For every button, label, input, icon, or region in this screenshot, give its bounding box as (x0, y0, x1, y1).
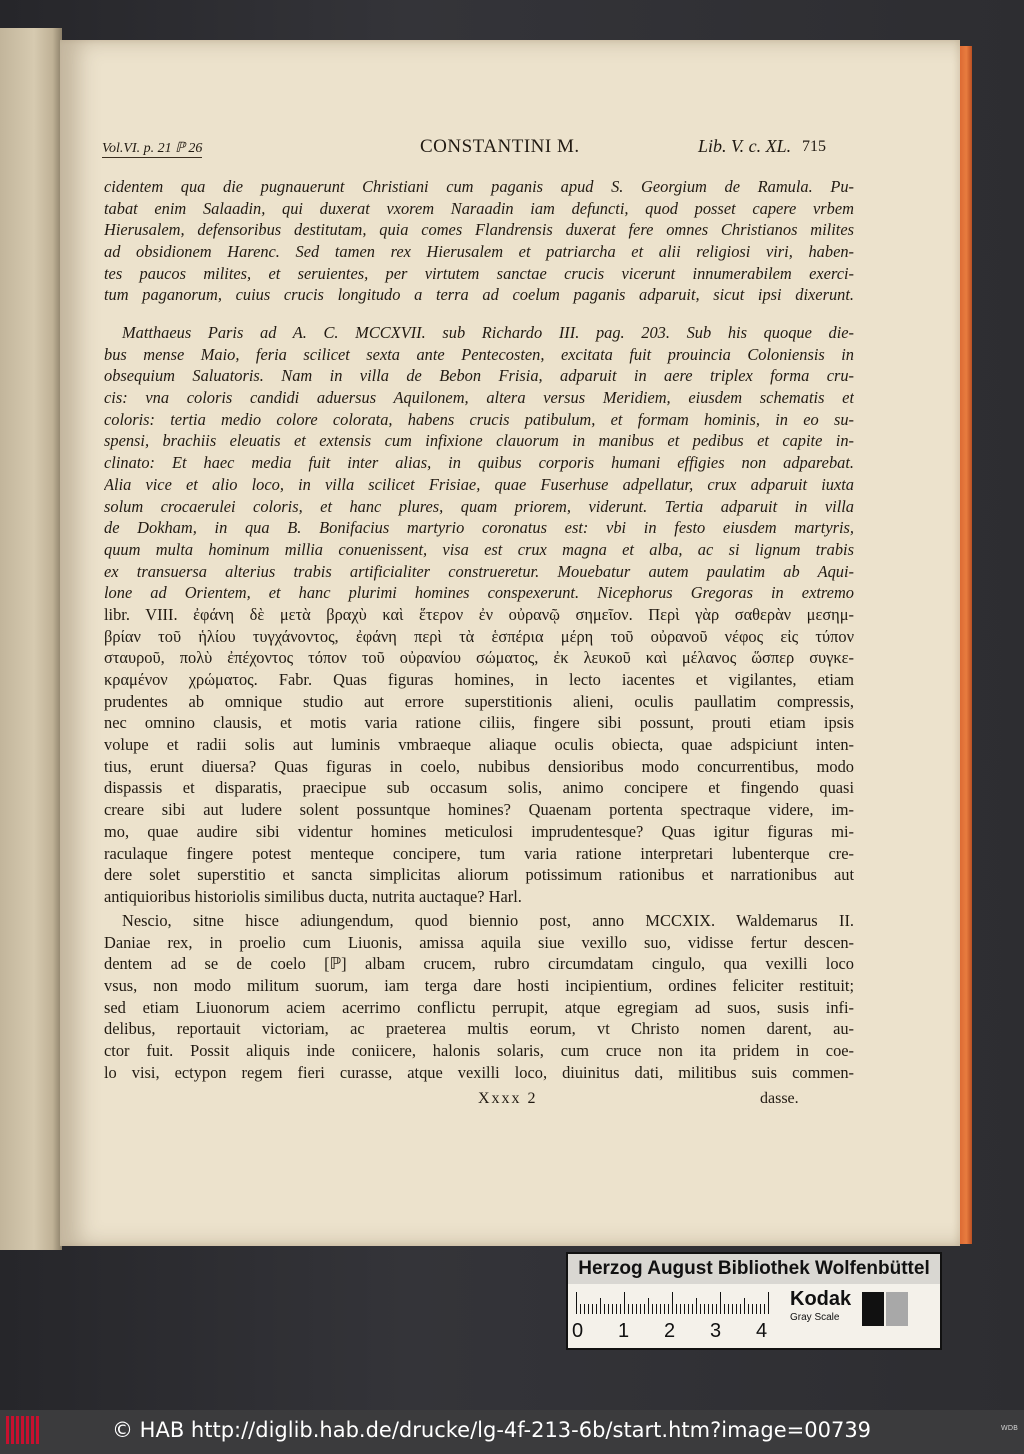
paragraph-2 (104, 322, 854, 908)
text-line: Hierusalem, defensoribus destitutam, quia comes Flandrensis duxerat fere omnes Christianos milites (104, 220, 854, 240)
ruler-tick (592, 1304, 593, 1314)
running-title: CONSTANTINI M. (420, 136, 580, 157)
ruler-tick (604, 1304, 605, 1314)
ruler-tick (636, 1304, 637, 1314)
text-line: dispassis et disparatis, praecipue sub occasum solis, animo concipere et fingendo quasi (104, 778, 854, 798)
page-number: 715 (802, 138, 826, 155)
text-line: solum crocaerulei coloris, et hanc plures, quam priorem, viderunt. Tertia adparuit in villa (104, 496, 854, 516)
color-target-card (566, 1252, 942, 1350)
running-header (102, 136, 872, 166)
text-line: quum multa hominum millia conuenissent, visa est crux magna et alba, ac si lignum trabis (104, 539, 854, 559)
text-line: delibus, reportauit victoriam, ac praeterea multis eorum, vt Christo nomen darent, au- (104, 1019, 854, 1039)
scale-number: 1 (618, 1320, 630, 1342)
text-line: tes paucos milites, et seruientes, per virtutem sanctae crucis vicerunt innumerabilem exerci- (104, 263, 854, 283)
text-line: dentem ad se de coelo [ℙ] albam crucem, rubro circumdatam cingulo, qua vexilli loco (104, 954, 854, 974)
text-line: raculaque fingere potest menteque concipere, tum varia ratione interpretari lubenterque cre- (104, 843, 854, 863)
text-line: Nescio, sitne hisce adiungendum, quod biennio post, anno MCCXIX. Waldemarus II. (122, 911, 854, 930)
handwritten-volume-note: Vol.VI. p. 21 ℙ 26 (102, 141, 203, 156)
ruler-tick (616, 1304, 617, 1314)
ruler-tick (756, 1304, 757, 1314)
text-line: bus mense Maio, feria scilicet sexta ante Pentecosten, excitata fuit prouincia Coloniensis in (104, 344, 854, 364)
ruler-tick (700, 1304, 701, 1314)
ruler-tick (752, 1304, 753, 1314)
scale-number: 3 (710, 1320, 722, 1342)
text-line: coloris: tertia medio colore colorata, habens crucis patibulum, et formam hominis, in eo su- (104, 409, 854, 429)
ruler-tick (704, 1304, 705, 1314)
copyright-url-text: © HAB http://diglib.hab.de/drucke/lg-4f-213-6b/start.htm?image=00739 (112, 1418, 872, 1442)
kodak-logo: Kodak (790, 1288, 852, 1310)
ruler-tick (740, 1304, 741, 1314)
text-line: ctor fuit. Possit aliquis inde coniicere, halonis solaris, cum cruce non ita pridem in coe- (104, 1041, 854, 1061)
scale-number: 4 (756, 1320, 768, 1342)
book-chapter-ref: Lib. V. c. XL. (698, 136, 792, 156)
text-line: creare sibi aut ludere solent possuntque homines? Quaenam portenta spectraque videre, im- (104, 800, 854, 820)
text-line: tabat enim Salaadin, qui duxerat vxorem Naraadin iam defuncti, quod posset capere vrbem (104, 198, 854, 218)
text-line: ex transuersa alterius trabis artificialiter construeretur. Mouebatur autem paulatim ab Aqui- (104, 561, 854, 581)
text-line: mo, quae audire sibi videntur homines meticulosi imprudentesque? Quas igitur figuras mi- (104, 821, 854, 841)
ruler-tick (596, 1304, 597, 1314)
ruler-tick (728, 1304, 729, 1314)
ruler-tick (732, 1304, 733, 1314)
ruler-tick (676, 1304, 677, 1314)
text-line: clinato: Et haec media fuit inter alias, in quibus corporis humani effigies non adparebat. (104, 453, 854, 473)
text-line: nec omnino clausis, et motis varia ratione ciliis, fingere sibi possunt, prouti etiam ipsis (104, 713, 854, 733)
ruler-tick (680, 1304, 681, 1314)
text-line: tius, erunt diuersa? Quas figuras in coelo, nubibus densioribus modo concurrentibus, modo (104, 756, 854, 776)
ruler-tick (748, 1304, 749, 1314)
greek-text-line: σταυροῦ, πολὺ ἐπέχοντος τόπον τοῦ οὐρανίου σώματος, ἐκ λευκοῦ καὶ μέλανος ὥσπερ συγκε- (104, 648, 854, 668)
ruler-tick (660, 1304, 661, 1314)
library-name: Herzog August Bibliothek Wolfenbüttel (568, 1254, 940, 1284)
ruler-tick (712, 1304, 713, 1314)
scale-ruler (576, 1292, 768, 1314)
text-line: de Dokham, in qua B. Bonifacius martyrio coronatus est: vbi in festo eiusdem martyris, (104, 518, 854, 538)
text-line: tum paganorum, cuius crucis longitudo a terra ad coelum paganis adparuit, sicut ipsi dixerunt. (104, 285, 854, 305)
text-line: antiquioribus historiolis similibus ducta, nutrita auctaque? Harl. (104, 886, 522, 906)
text-line: vsus, non modo militum suorum, iam terga dare hosti incipientium, ordines feliciter restituit; (104, 976, 854, 996)
ruler-tick (668, 1304, 669, 1314)
corner-mark: WDB (1000, 1424, 1018, 1432)
greek-text-line: βρίαν τοῦ ἡλίου τυγχάνοντος, ἐφάνη περὶ τὰ ἑσπέρια μέρη τοῦ οὐρανοῦ νέφος εἰς τύπον (104, 626, 854, 646)
ruler-tick (716, 1304, 717, 1314)
catchword: dasse. (760, 1090, 799, 1107)
text-line: cis: vna coloris candidi aduersus Aquilonem, altera versus Meridiem, eiusdem schematis et (104, 388, 854, 408)
hab-logo-icon (6, 1416, 44, 1444)
ruler-tick (580, 1304, 581, 1314)
ruler-tick (620, 1304, 621, 1314)
text-line: Matthaeus Paris ad A. C. MCCXVII. sub Richardo III. pag. 203. Sub his quoque die- (122, 323, 854, 342)
ruler-tick (724, 1304, 725, 1314)
page-fore-edge (958, 46, 972, 1244)
greek-text-line: libr. VIII. ἐφάνη δὲ μετὰ βραχὺ καὶ ἕτερον ἐν οὐρανῷ σημεῖον. Περὶ γὰρ σαθερὰν μεσημ- (104, 604, 854, 624)
ruler-tick (672, 1292, 673, 1314)
ruler-tick (764, 1304, 765, 1314)
gray-patch-mid (886, 1292, 908, 1326)
ruler-tick (768, 1292, 769, 1314)
book-page (60, 40, 960, 1246)
ruler-tick (640, 1304, 641, 1314)
ruler-tick (652, 1304, 653, 1314)
ruler-tick (664, 1304, 665, 1314)
ruler-tick (644, 1304, 645, 1314)
ruler-tick (708, 1304, 709, 1314)
ruler-tick (588, 1304, 589, 1314)
gray-patch-black (862, 1292, 884, 1326)
signature-mark: Xxxx 2 (478, 1090, 538, 1107)
text-line: Alia vice et alio loco, in villa scilicet Frisiae, quae Fuserhuse adpellatur, crux adparuit iuxta (104, 474, 854, 494)
text-line: spensi, brachiis eleuatis et extensis cum infixione clauorum in manibus et pedibus et capite in- (104, 431, 854, 451)
text-line: Daniae rex, in proelio cum Liuonis, amissa aquila siue vexillo suo, vidisse fertur descen- (104, 932, 854, 952)
ruler-tick (760, 1304, 761, 1314)
text-line: obsequium Saluatoris. Nam in villa de Bebon Frisia, adparuit in aere triplex forma cru- (104, 366, 854, 386)
paragraph-3 (104, 910, 854, 1084)
text-line: lone ad Orientem, et hanc plurimi homines conspexerunt. Nicephorus Gregoras in extremo (104, 583, 854, 603)
scale-number: 2 (664, 1320, 676, 1342)
ruler-tick (696, 1298, 697, 1314)
ruler-tick (656, 1304, 657, 1314)
ruler-tick (612, 1304, 613, 1314)
text-line: cidentem qua die pugnauerunt Christiani cum paganis apud S. Georgium de Ramula. Pu- (104, 177, 854, 196)
facing-page-edge (0, 28, 62, 1250)
text-line: prudentes ab omnique studio aut errore superstitionis alieni, oculis paullatim compressis, (104, 691, 854, 711)
ruler-tick (688, 1304, 689, 1314)
text-line: sed etiam Liuonorum aciem acerrimo conflictu perrupit, atque egregiam ad suos, susis infi- (104, 997, 854, 1017)
ruler-tick (624, 1292, 625, 1314)
ruler-tick (632, 1304, 633, 1314)
ruler-tick (584, 1304, 585, 1314)
ruler-tick (684, 1304, 685, 1314)
text-line: ad obsidionem Harenc. Sed tamen rex Hierusalem et patriarcha et alii religiosi viri, haben- (104, 242, 854, 262)
gray-scale-label: Gray Scale (790, 1312, 840, 1323)
ruler-tick (744, 1298, 745, 1314)
scale-number: 0 (572, 1320, 584, 1342)
text-line: volupe et radii solis aut luminis vmbraeque aliaque oculis obiecta, quae adspiciunt inten- (104, 735, 854, 755)
ruler-tick (692, 1304, 693, 1314)
ruler-tick (736, 1304, 737, 1314)
ruler-tick (576, 1292, 577, 1314)
ruler-tick (648, 1298, 649, 1314)
ruler-tick (600, 1298, 601, 1314)
text-line: κραμένον χρώματος. Fabr. Quas figuras homines, in lecto iacentes et vigilantes, etiam (104, 670, 854, 689)
paragraph-1 (104, 176, 854, 306)
ruler-tick (628, 1304, 629, 1314)
ruler-tick (720, 1292, 721, 1314)
ruler-tick (608, 1304, 609, 1314)
text-line: lo visi, ectypon regem fieri curasse, atque vexilli loco, diuinitus dati, militibus suis commen- (104, 1062, 854, 1082)
text-line: dere solet superstitio et sancta simplicitas aliorum potissimum rationibus et narrationibus aut (104, 865, 854, 885)
